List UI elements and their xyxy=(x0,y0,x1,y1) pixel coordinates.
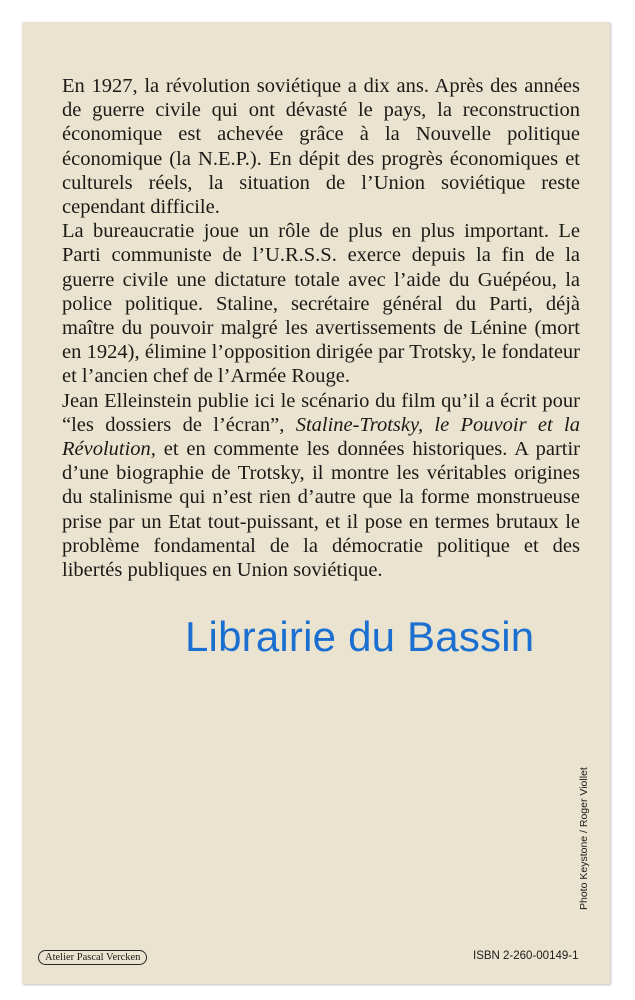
photo-credit: Photo Keystone / Roger Viollet xyxy=(578,767,590,910)
paragraph-3-rest: et en commente les données historiques. A partir d’une biographie de Trotsky, il montre les véritables origines du stalinisme qui n’est rien d’autre que la forme monstrueuse prise par un Etat tout-puissant, et il pose en termes brutaux le problème fondamental de la démocratie politique et des libertés publiques en Union soviétique. xyxy=(62,438,580,582)
atelier-badge: Atelier Pascal Vercken xyxy=(38,950,147,965)
blurb-paragraph-2: La bureaucratie joue un rôle de plus en plus important. Le Parti communiste de l’U.R.S.S. exerce depuis la fin de la guerre civile une dictature totale avec l’aide du Guépéou, la police politique. Staline, secrétaire général du Parti, déjà maître du pouvoir malgré les avertissements de Lénine (mort en 1924), élimine l’opposition dirigée par Trotsky, le fondateur et l’ancien chef de l’Armée Rouge. xyxy=(62,220,580,388)
blurb-text xyxy=(62,74,580,582)
isbn-number: ISBN 2-260-00149-1 xyxy=(473,950,579,962)
blurb-paragraph-3 xyxy=(62,389,580,583)
blurb-paragraph-1: En 1927, la révolution soviétique a dix ans. Après des années de guerre civile qui ont dévasté le pays, la reconstruction économique est achevée grâce à la Nouvelle politique économique (la N.E.P.). En dépit des progrès économiques et culturels réels, la situation de l’Union soviétique reste cependant difficile. xyxy=(62,75,580,219)
back-cover xyxy=(22,22,610,984)
watermark-label: Librairie du Bassin xyxy=(185,613,535,660)
film-title: Staline-Trotsky, le Pouvoir et la Révolution, xyxy=(62,413,580,461)
paragraph-3-lead: Jean Elleinstein publie ici le scénario du film qu’il a écrit pour “les dossiers de l’écran”, xyxy=(62,389,580,436)
